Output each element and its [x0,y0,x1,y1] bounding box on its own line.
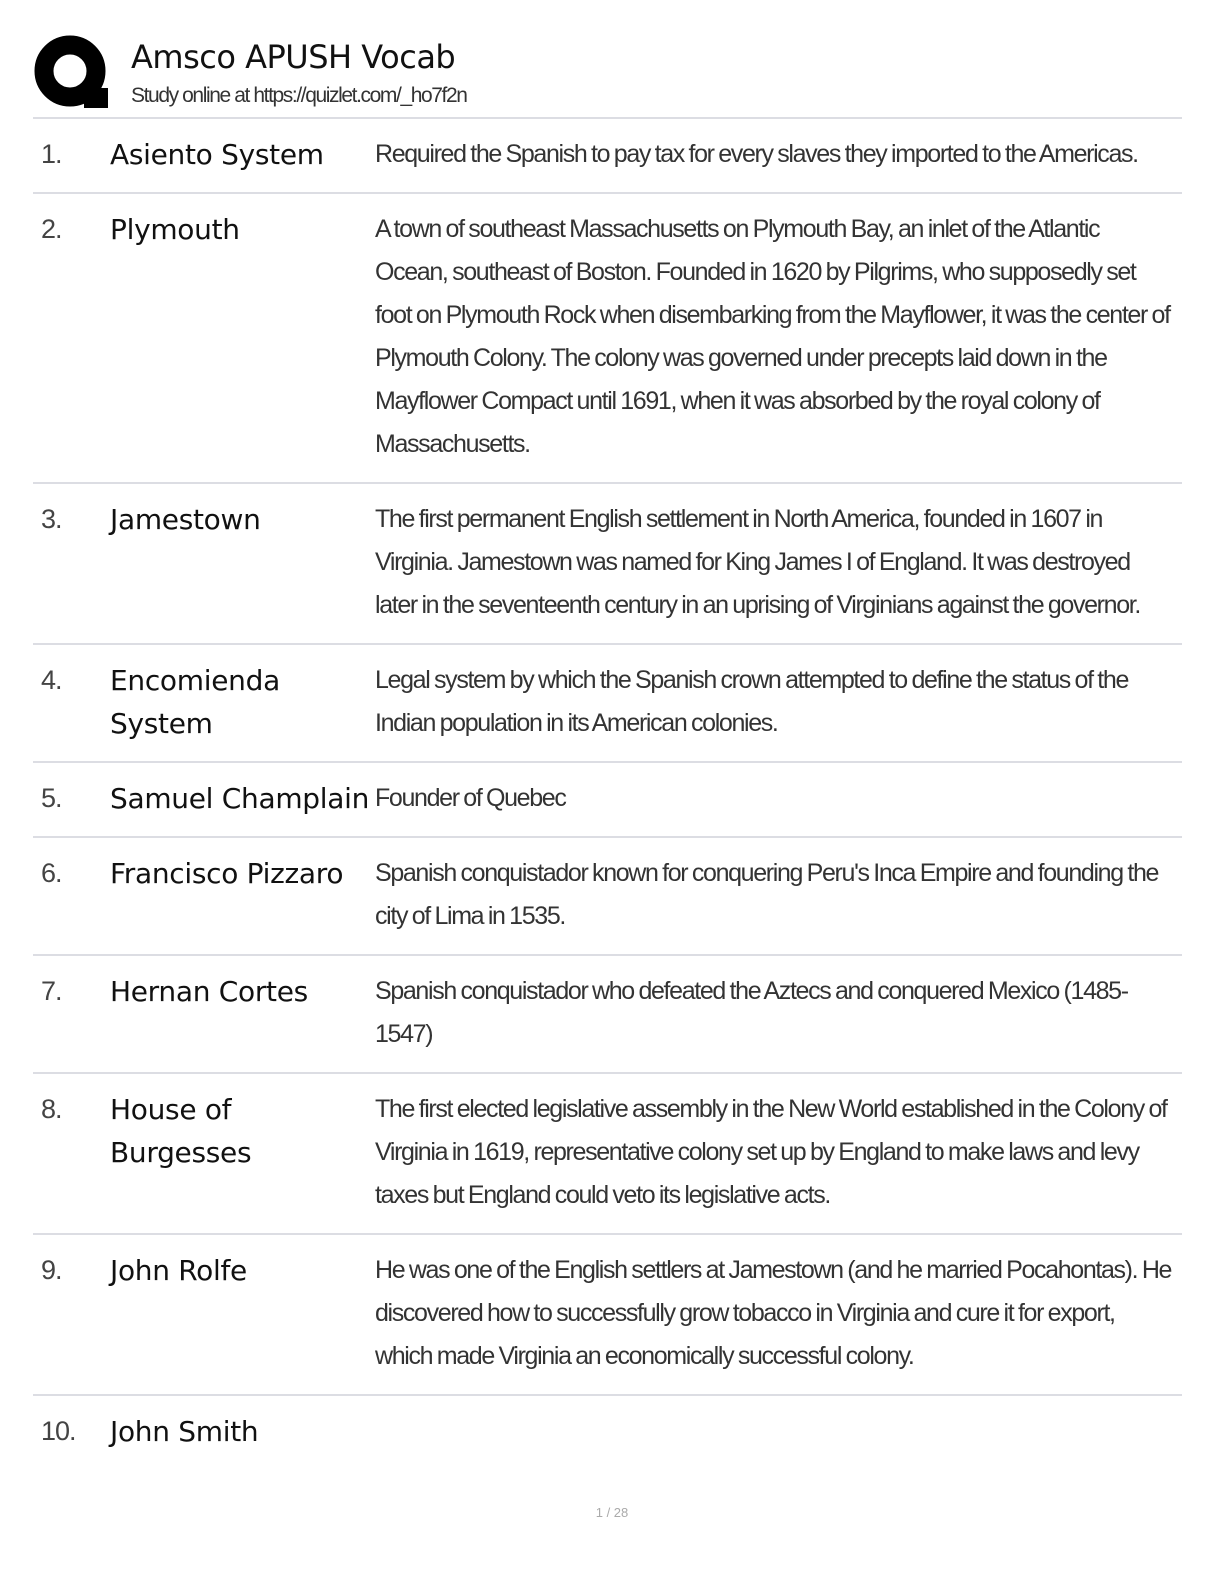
vocab-row [33,119,1182,194]
term: Asiento System [110,138,324,171]
vocab-row [33,1396,1182,1469]
item-number: 3. [41,504,62,534]
vocab-list [33,117,1182,1469]
definition: Spanish conquistador known for conquering Peru's Inca Empire and founding the city of Lima in 1535. [375,859,1159,930]
item-number: 10. [41,1416,76,1446]
page-number: 1 / 28 [595,1505,629,1520]
item-number: 6. [41,858,62,888]
definition: The first elected legislative assembly in the New World established in the Colony of Virginia in 1619, representative colony set up by England to make laws and levy taxes but England could veto its legislative acts. [375,1095,1167,1209]
item-number: 4. [41,665,62,695]
definition: Spanish conquistador who defeated the Aztecs and conquered Mexico (1485-1547) [375,977,1128,1048]
term: Samuel Champlain [110,782,370,815]
definition: The first permanent English settlement in North America, founded in 1607 in Virginia. Jamestown was named for King James I of England. It was destroyed later in the seventeenth century in an uprising of Virginians against the governor. [375,505,1140,619]
term: House of Burgesses [110,1093,252,1169]
vocab-row [33,763,1182,838]
study-link-text: Study online at https://quizlet.com/_ho7f2n [131,84,467,107]
item-number: 1. [41,139,62,169]
definition: Required the Spanish to pay tax for every slaves they imported to the Americas. [375,140,1138,168]
item-number: 5. [41,783,62,813]
item-number: 8. [41,1094,62,1124]
item-number: 2. [41,214,62,244]
definition: Founder of Quebec [375,784,566,812]
term: John Smith [110,1415,259,1448]
term: Jamestown [110,503,261,536]
vocab-row [33,645,1182,763]
term: Francisco Pizzaro [110,857,344,890]
term: Encomienda System [110,664,280,740]
document-title: Amsco APUSH Vocab [131,38,456,76]
item-number: 7. [41,976,62,1006]
term: Hernan Cortes [110,975,308,1008]
definition [375,1410,1182,1453]
vocab-row [33,194,1182,484]
item-number: 9. [41,1255,62,1285]
vocab-row [33,1235,1182,1396]
definition: Legal system by which the Spanish crown attempted to define the status of the Indian population in its American colonies. [375,666,1128,737]
term: John Rolfe [110,1254,247,1287]
quizlet-logo-icon [34,34,110,110]
document-header [34,34,1184,114]
vocab-row [33,838,1182,956]
vocab-row [33,956,1182,1074]
term: Plymouth [110,213,240,246]
vocab-row [33,484,1182,645]
definition: He was one of the English settlers at Jamestown (and he married Pocahontas). He discovered how to successfully grow tobacco in Virginia and cure it for export, which made Virginia an economically successful colony. [375,1256,1172,1370]
vocab-row [33,1074,1182,1235]
definition: A town of southeast Massachusetts on Plymouth Bay, an inlet of the Atlantic Ocean, southeast of Boston. Founded in 1620 by Pilgrims, who supposedly set foot on Plymouth Rock when disembarking from the Mayflower, it was the center of Plymouth Colony. The colony was governed under precepts laid down in the Mayflower Compact until 1691, when it was absorbed by the royal colony of Massachusetts. [375,215,1170,458]
